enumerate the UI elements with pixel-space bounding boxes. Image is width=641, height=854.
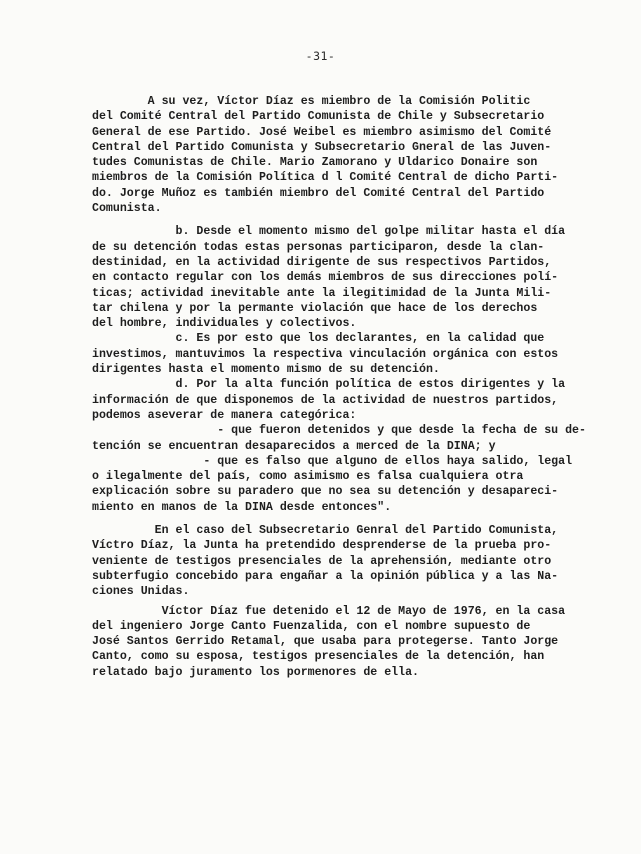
- text-line: del Comité Central del Partido Comunista de Chile y Subsecretario: [92, 110, 545, 124]
- text-line: dirigentes hasta el momento mismo de su detención.: [92, 363, 440, 377]
- text-line: ticas; actividad inevitable ante la ilegitimidad de la Junta Mili-: [92, 286, 552, 300]
- text-line: Víctor Díaz fue detenido el 12 de Mayo de 1976, en la casa: [92, 604, 566, 618]
- text-line: ciones Unidas.: [92, 585, 190, 599]
- text-line: c. Es por esto que los declarantes, en la calidad que: [92, 332, 545, 346]
- text-line: destinidad, en la actividad dirigente de sus respectivos Partidos,: [92, 255, 552, 269]
- text-line: explicación sobre su paradero que no sea su detención y desapareci-: [92, 485, 559, 499]
- text-line: Canto, como su esposa, testigos presenciales de la detención, han: [92, 650, 545, 664]
- text-line: José Santos Gerrido Retamal, que usaba para protegerse. Tanto Jorge: [92, 635, 559, 649]
- text-line: tar chilena y por la permante violación que hace de los derechos: [92, 301, 538, 315]
- text-line: d. Por la alta función política de estos dirigentes y la: [92, 378, 566, 392]
- text-line: - que es falso que alguno de ellos haya salido, legal: [92, 454, 573, 468]
- text-line: veniente de testigos presenciales de la aprehensión, mediante otro: [92, 554, 552, 568]
- text-line: A su vez, Víctor Díaz es miembro de la Comisión Politic: [92, 95, 531, 108]
- text-line: miento en manos de la DINA desde entonces".: [92, 500, 392, 514]
- text-line: relatado bajo juramento los pormenores de ella.: [92, 665, 419, 679]
- paragraph-a: [92, 94, 582, 216]
- text-line: subterfugio concebido para engañar a la opinión pública y a las Na-: [92, 569, 559, 583]
- text-line: información de que disponemos de la actividad de nuestros partidos,: [92, 393, 559, 407]
- text-line: tención se encuentran desaparecidos a merced de la DINA; y: [92, 439, 496, 453]
- text-line: - que fueron detenidos y que desde la fecha de su de-: [92, 424, 586, 438]
- text-line: tudes Comunistas de Chile. Mario Zamorano y Uldarico Donaire son: [92, 156, 538, 170]
- text-line: Comunista.: [92, 202, 162, 216]
- text-line: miembros de la Comisión Política d l Comité Central de dicho Parti-: [92, 171, 559, 185]
- text-line: En el caso del Subsecretario Genral del Partido Comunista,: [92, 524, 559, 538]
- text-line: Central del Partido Comunista y Subsecretario Gneral de las Juven-: [92, 140, 552, 154]
- text-line: podemos aseverar de manera categórica:: [92, 408, 357, 422]
- text-line: b. Desde el momento mismo del golpe militar hasta el día: [92, 225, 566, 239]
- text-line: do. Jorge Muñoz es también miembro del Comité Central del Partido: [92, 186, 545, 200]
- paragraph-c: [92, 331, 582, 377]
- text-line: de su detención todas estas personas participaron, desde la clan-: [92, 240, 545, 254]
- text-line: del hombre, individuales y colectivos.: [92, 317, 357, 331]
- text-line: Víctro Díaz, la Junta ha pretendido desprenderse de la prueba pro-: [92, 539, 552, 553]
- paragraph-d: [92, 377, 586, 515]
- text-line: en contacto regular con los demás miembros de sus direcciones polí-: [92, 271, 559, 285]
- page-number: -31-: [305, 49, 336, 63]
- paragraph-b: [92, 224, 582, 331]
- paragraph-detencion: [92, 604, 582, 680]
- text-line: del ingeniero Jorge Canto Fuenzalida, con el nombre supuesto de: [92, 619, 531, 633]
- text-line: General de ese Partido. José Weibel es miembro asimismo del Comité: [92, 125, 552, 139]
- text-line: investimos, mantuvimos la respectiva vinculación orgánica con estos: [92, 347, 559, 361]
- paragraph-subsecretario: [92, 523, 582, 599]
- document-body: [92, 94, 586, 680]
- text-line: o ilegalmente del país, como asimismo es falsa cualquiera otra: [92, 470, 524, 484]
